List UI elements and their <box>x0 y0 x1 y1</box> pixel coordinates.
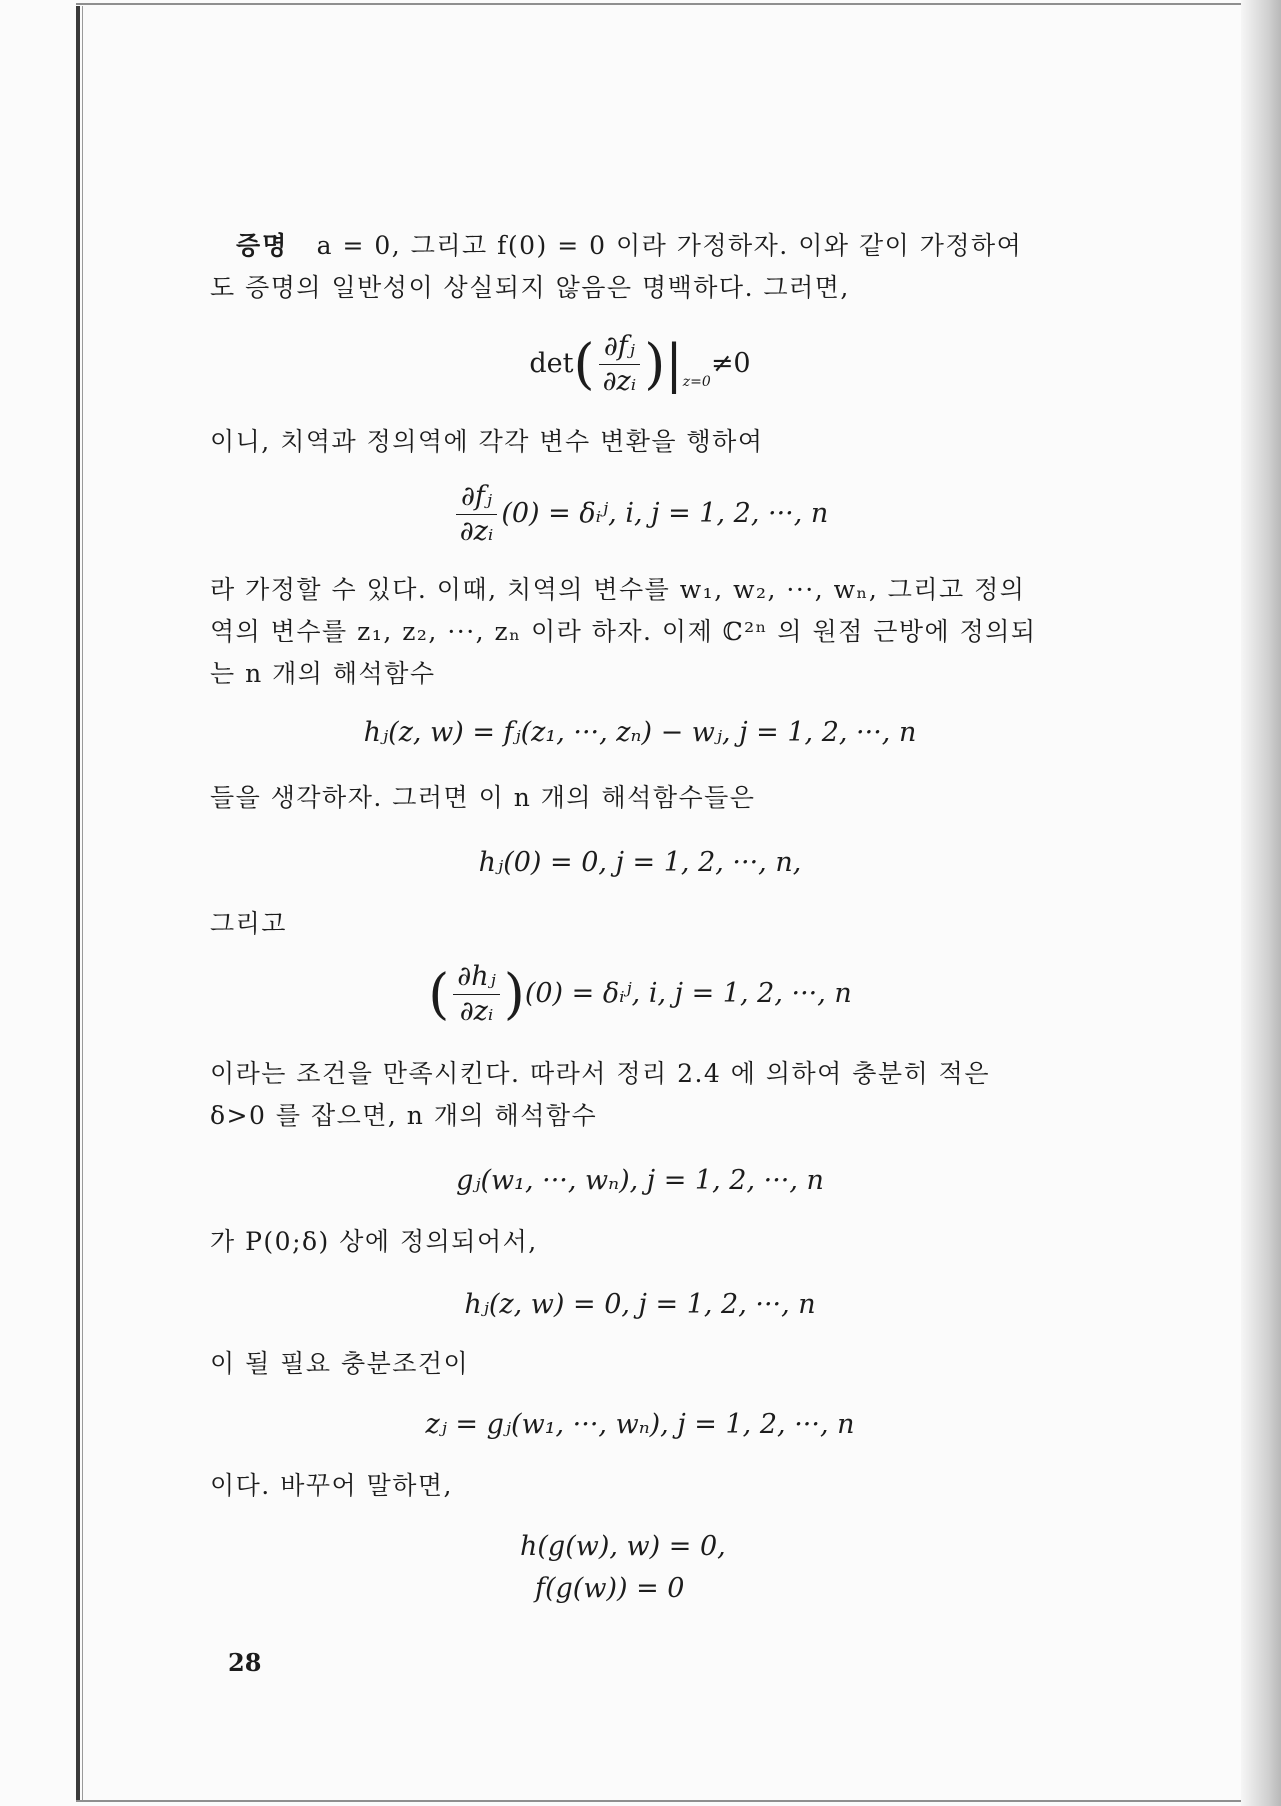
fraction-denominator: ∂zᵢ <box>459 516 494 547</box>
equation-fg-zero: f(g(w)) = 0 <box>535 1573 685 1604</box>
equation-h-zero: hⱼ(0) = 0, j = 1, 2, ···, n, <box>478 847 802 878</box>
text-line-7: 가 P(0;δ) 상에 정의되어서, <box>210 1227 538 1256</box>
fraction-numerator: ∂fⱼ <box>456 480 498 515</box>
partial-fraction <box>456 480 498 549</box>
fraction-denominator: ∂zᵢ <box>459 996 494 1027</box>
equation-h-derivative <box>160 960 1120 1029</box>
bottom-border <box>76 1800 1271 1802</box>
text-line-6b: δ>0 를 잡으면, n 개의 해석함수 <box>210 1101 598 1130</box>
top-border <box>76 3 1271 5</box>
text-line-3c: 는 n 개의 해석함수 <box>210 659 436 688</box>
partial-fraction <box>453 960 499 1029</box>
equation-z-equals-g: zⱼ = gⱼ(w₁, ···, wₙ), j = 1, 2, ···, n <box>425 1409 855 1440</box>
equation-normalization <box>160 480 1120 549</box>
proof-label: 증명 <box>236 231 289 260</box>
fraction-denominator: ∂zᵢ <box>602 366 637 397</box>
page-edge-shadow <box>1241 0 1281 1806</box>
equation-rhs: (0) = δᵢʲ, i, j = 1, 2, ···, n <box>501 498 829 529</box>
partial-fraction <box>599 330 641 399</box>
text-line-5: 그리고 <box>210 909 287 938</box>
evaluation-bar: | <box>665 334 683 395</box>
text-line-3a: 라 가정할 수 있다. 이때, 치역의 변수를 w₁, w₂, ···, wₙ, 그리고 정의 <box>210 575 1026 604</box>
equation-rhs: (0) = δᵢʲ, i, j = 1, 2, ···, n <box>524 978 852 1009</box>
left-paren: ( <box>428 962 450 1026</box>
page-number: 28 <box>228 1648 262 1677</box>
text-line-4: 들을 생각하자. 그러면 이 n 개의 해석함수들은 <box>210 783 756 812</box>
fraction-numerator: ∂hⱼ <box>453 960 499 995</box>
proof-line-1 <box>236 228 1098 264</box>
left-binding-inner-border <box>82 6 83 1800</box>
left-binding-border <box>76 6 80 1800</box>
text-line-6a: 이라는 조건을 만족시킨다. 따라서 정리 2.4 에 의하여 충분히 적은 <box>210 1059 990 1088</box>
not-equal-zero: ≠0 <box>710 348 751 379</box>
proof-line-2: 도 증명의 일반성이 상실되지 않음은 명백하다. 그러면, <box>210 273 850 302</box>
equation-h-definition: hⱼ(z, w) = fⱼ(z₁, ···, zₙ) − wⱼ, j = 1, 2, ···, n <box>363 717 917 748</box>
proof-line-1-text: a = 0, 그리고 f(0) = 0 이라 가정하자. 이와 같이 가정하여 <box>316 231 1023 260</box>
equation-determinant <box>160 330 1120 401</box>
fraction-numerator: ∂fⱼ <box>599 330 641 365</box>
text-line-variable-change: 이니, 치역과 정의역에 각각 변수 변환을 행하여 <box>210 427 764 456</box>
right-paren: ) <box>644 332 666 396</box>
right-paren: ) <box>503 962 525 1026</box>
text-line-3b: 역의 변수를 z₁, z₂, ···, zₙ 이라 하자. 이제 ℂ²ⁿ 의 원점 근방에 정의되 <box>210 617 1037 646</box>
evaluation-subscript: z=0 <box>682 374 711 390</box>
equation-hg-zero: h(g(w), w) = 0, <box>520 1531 726 1562</box>
text-line-8: 이 될 필요 충분조건이 <box>210 1349 470 1378</box>
left-paren: ( <box>573 332 595 396</box>
text-line-9: 이다. 바꾸어 말하면, <box>210 1471 453 1500</box>
equation-g-functions: gⱼ(w₁, ···, wₙ), j = 1, 2, ···, n <box>456 1165 824 1196</box>
equation-h-equals-zero: hⱼ(z, w) = 0, j = 1, 2, ···, n <box>464 1289 816 1320</box>
det-operator: det <box>529 348 574 379</box>
